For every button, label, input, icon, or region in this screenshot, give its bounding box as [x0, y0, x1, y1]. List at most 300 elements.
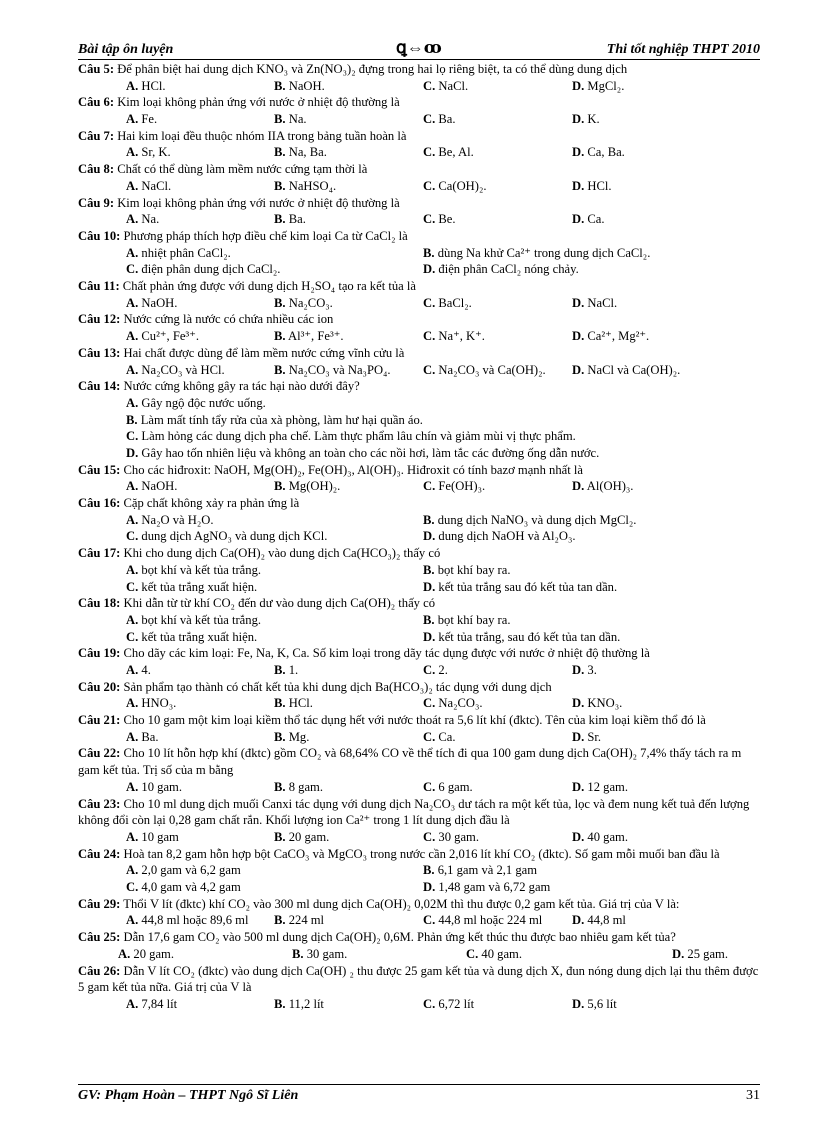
- answer-option: [274, 362, 391, 379]
- options-row: [78, 729, 760, 746]
- answer-option: [572, 328, 649, 345]
- option-text: BaCl₂.: [438, 295, 472, 310]
- option-text: dùng Na khử Ca²⁺ trong dung dịch CaCl₂.: [437, 245, 651, 260]
- answer-option: [126, 428, 576, 445]
- option-label: D.: [572, 78, 585, 93]
- option-label: D.: [572, 913, 585, 928]
- option-label: C.: [423, 779, 436, 794]
- options-row: [78, 829, 760, 846]
- option-label: A.: [126, 913, 139, 928]
- option-label: C.: [423, 696, 436, 711]
- answer-option: [274, 178, 336, 195]
- option-label: B.: [274, 829, 286, 844]
- question-number: Câu 8:: [78, 162, 115, 177]
- answer-option: [274, 111, 307, 128]
- answer-option: [274, 328, 344, 345]
- answer-option: [292, 946, 347, 963]
- option-label: D.: [572, 479, 585, 494]
- options-row: [78, 428, 760, 445]
- options-row: [78, 412, 760, 429]
- option-label: C.: [423, 996, 436, 1011]
- option-text: 12 gam.: [587, 779, 628, 794]
- option-label: B.: [274, 479, 286, 494]
- question: [78, 345, 760, 362]
- option-text: kết tủa trắng xuất hiện.: [141, 579, 258, 594]
- options-row: [78, 862, 760, 879]
- option-label: A.: [126, 779, 139, 794]
- question-number: Câu 14:: [78, 379, 121, 394]
- option-label: D.: [423, 629, 436, 644]
- question-text: Cho các hiđroxit: NaOH, Mg(OH)₂, Fe(OH)₃, Al(OH)₃. Hiđroxit có tính bazơ mạnh nhất là: [123, 462, 583, 477]
- option-label: B.: [423, 562, 435, 577]
- option-text: K.: [587, 112, 600, 127]
- options-row: [78, 662, 760, 679]
- option-label: A.: [126, 245, 139, 260]
- option-label: C.: [126, 529, 139, 544]
- option-text: Na₂CO₃ và HCl.: [141, 362, 225, 377]
- option-label: B.: [274, 662, 286, 677]
- question-number: Câu 12:: [78, 312, 121, 327]
- answer-option: [126, 528, 327, 545]
- option-label: A.: [126, 562, 139, 577]
- option-text: 44,8 ml: [587, 913, 626, 928]
- option-label: B.: [274, 779, 286, 794]
- option-label: C.: [126, 880, 139, 895]
- question-number: Câu 17:: [78, 546, 121, 561]
- answer-option: [126, 445, 599, 462]
- question-number: Câu 21:: [78, 713, 121, 728]
- header-right: Thi tốt nghiệp THPT 2010: [606, 42, 760, 57]
- option-label: B.: [274, 145, 286, 160]
- answer-option: [126, 211, 159, 228]
- option-text: Na.: [141, 212, 160, 227]
- options-row: [78, 328, 760, 345]
- option-label: B.: [274, 212, 286, 227]
- question: [78, 195, 760, 212]
- options-row: [78, 395, 760, 412]
- option-label: D.: [423, 529, 436, 544]
- option-text: dung dịch AgNO₃ và dung dịch KCl.: [141, 529, 328, 544]
- option-label: B.: [274, 362, 286, 377]
- question-text: Hai kim loại đều thuộc nhóm IIA trong bảng tuần hoàn là: [117, 128, 407, 143]
- answer-option: [423, 211, 456, 228]
- answer-option: [126, 178, 171, 195]
- question-number: Câu 26:: [78, 963, 121, 978]
- question: [78, 679, 760, 696]
- option-text: Na₂O và H₂O.: [141, 512, 214, 527]
- question-number: Câu 10:: [78, 228, 121, 243]
- option-label: C.: [423, 829, 436, 844]
- option-text: Mg.: [288, 729, 310, 744]
- option-label: A.: [126, 863, 139, 878]
- option-label: C.: [423, 145, 436, 160]
- answer-option: [423, 144, 474, 161]
- answer-option: [126, 829, 179, 846]
- question-number: Câu 24:: [78, 846, 121, 861]
- options-row: [78, 144, 760, 161]
- question-text: Khi dẫn từ từ khí CO₂ đến dư vào dung dịch Ca(OH)₂ thấy có: [123, 596, 436, 611]
- question-number: Câu 6:: [78, 95, 115, 110]
- answer-option: [126, 78, 166, 95]
- answer-option: [126, 779, 182, 796]
- option-text: Na₂CO₃.: [288, 295, 333, 310]
- question-text: Cho 10 gam một kim loại kiềm thổ tác dụng hết với nước thoát ra 5,6 lít khí (đktc). Tên của kim loại kiềm thổ đó là: [123, 713, 706, 728]
- answer-option: [274, 912, 324, 929]
- option-text: HCl.: [288, 696, 313, 711]
- question: [78, 896, 760, 913]
- option-text: Fe.: [141, 112, 158, 127]
- option-label: D.: [572, 729, 585, 744]
- option-label: A.: [126, 78, 139, 93]
- option-text: 25 gam.: [687, 946, 728, 961]
- option-text: 40 gam.: [587, 829, 628, 844]
- answer-option: [274, 478, 340, 495]
- answer-option: [126, 629, 257, 646]
- question-number: Câu 19:: [78, 646, 121, 661]
- option-text: 10 gam.: [141, 779, 182, 794]
- option-text: nhiệt phân CaCl₂.: [141, 245, 231, 260]
- option-label: B.: [274, 178, 286, 193]
- question-text: Cho 10 lít hỗn hợp khí (đktc) gồm CO₂ và 68,64% CO về thể tích đi qua 100 gam dung dịch Ca(OH)₂ 7,4% thấy tách ra m gam kết tủa. Trị số của m bằng: [78, 746, 742, 778]
- option-text: Fe(OH)₃.: [438, 479, 486, 494]
- question-text: Hoà tan 8,2 gam hỗn hợp bột CaCO₃ và MgCO₃ trong nước cần 2,016 lít khí CO₂ (đktc). Số gam mỗi muối ban đầu là: [123, 846, 720, 861]
- option-label: C.: [126, 429, 139, 444]
- option-text: Sr.: [587, 729, 602, 744]
- header-ornament: ꝗ⇔ꝏ: [396, 38, 442, 57]
- question-number: Câu 18:: [78, 596, 121, 611]
- answer-option: [274, 695, 313, 712]
- option-text: NaOH.: [288, 78, 325, 93]
- option-text: 20 gam.: [133, 946, 174, 961]
- option-label: A.: [126, 295, 139, 310]
- page-header: [78, 40, 760, 60]
- option-text: NaCl.: [587, 295, 618, 310]
- option-label: C.: [423, 112, 436, 127]
- option-label: A.: [126, 178, 139, 193]
- option-text: 2,0 gam và 6,2 gam: [141, 863, 241, 878]
- option-text: dung dịch NaOH và Al₂O₃.: [438, 529, 576, 544]
- answer-option: [126, 512, 214, 529]
- answer-option: [423, 779, 473, 796]
- option-label: C.: [126, 579, 139, 594]
- question: [78, 311, 760, 328]
- option-label: B.: [423, 863, 435, 878]
- question: [78, 128, 760, 145]
- question-text: Hai chất được dùng để làm mềm nước cứng vĩnh cửu là: [123, 345, 405, 360]
- option-text: 8 gam.: [288, 779, 323, 794]
- header-left: Bài tập ôn luyện: [78, 42, 174, 57]
- option-label: C.: [423, 362, 436, 377]
- option-text: 30 gam.: [438, 829, 479, 844]
- option-label: D.: [572, 212, 585, 227]
- option-text: 6 gam.: [438, 779, 473, 794]
- question-text: Chất phản ứng được với dung dịch H₂SO₄ tạo ra kết tủa là: [122, 279, 416, 294]
- option-label: D.: [572, 178, 585, 193]
- footer-author: GV: Phạm Hoàn – THPT Ngô Sĩ Liên: [78, 1088, 299, 1103]
- question-number: Câu 9:: [78, 195, 115, 210]
- answer-option: [572, 295, 617, 312]
- question-text: Kim loại không phản ứng với nước ở nhiệt độ thường là: [117, 95, 400, 110]
- options-row: [78, 629, 760, 646]
- answer-option: [572, 362, 680, 379]
- option-text: NaCl và Ca(OH)₂.: [587, 362, 681, 377]
- answer-option: [126, 912, 248, 929]
- question-number: Câu 25:: [78, 930, 121, 945]
- option-label: A.: [126, 212, 139, 227]
- option-text: 1,48 gam và 6,72 gam: [438, 880, 551, 895]
- option-label: B.: [274, 295, 286, 310]
- answer-option: [423, 362, 546, 379]
- option-label: B.: [274, 112, 286, 127]
- option-label: D.: [572, 779, 585, 794]
- page-number: 31: [746, 1088, 760, 1103]
- options-row: [78, 211, 760, 228]
- answer-option: [572, 996, 617, 1013]
- option-label: C.: [423, 295, 436, 310]
- option-text: 5,6 lít: [587, 996, 617, 1011]
- answer-option: [423, 562, 510, 579]
- option-label: A.: [126, 112, 139, 127]
- answer-option: [126, 879, 241, 896]
- question-text: Dẫn 17,6 gam CO₂ vào 500 ml dung dịch Ca(OH)₂ 0,6M. Phản ứng kết thúc thu được bao nhiêu gam kết tủa?: [123, 930, 676, 945]
- answer-option: [126, 612, 261, 629]
- options-row: [78, 478, 760, 495]
- option-label: D.: [572, 329, 585, 344]
- option-label: B.: [274, 913, 286, 928]
- question-text: Nước cứng không gây ra tác hại nào dưới đây?: [123, 379, 360, 394]
- option-text: Gây hao tốn nhiên liệu và không an toàn cho các nồi hơi, làm tắc các đường ống dẫn nước.: [141, 445, 600, 460]
- option-text: điện phân dung dịch CaCl₂.: [141, 262, 281, 277]
- options-row: [78, 579, 760, 596]
- answer-option: [572, 779, 628, 796]
- answer-option: [572, 144, 625, 161]
- option-text: 4.: [141, 662, 151, 677]
- question: [78, 846, 760, 863]
- question-number: Câu 7:: [78, 128, 115, 143]
- answer-option: [423, 478, 485, 495]
- question-text: Sản phẩm tạo thành có chất kết tủa khi dung dịch Ba(HCO₃)₂ tác dụng với dung dịch: [123, 679, 552, 694]
- option-text: dung dịch NaNO₃ và dung dịch MgCl₂.: [437, 512, 637, 527]
- option-text: 44,8 ml hoặc 89,6 ml: [141, 913, 249, 928]
- option-label: A.: [126, 662, 139, 677]
- question-text: Cho dãy các kim loại: Fe, Na, K, Ca. Số kim loại trong dãy tác dụng được với nước ở nhiệt độ thường là: [123, 646, 650, 661]
- option-text: Ca.: [587, 212, 605, 227]
- question-text: Kim loại không phản ứng với nước ở nhiệt độ thường là: [117, 195, 400, 210]
- exam-page: [78, 40, 760, 1013]
- answer-option: [572, 829, 628, 846]
- option-label: D.: [423, 579, 436, 594]
- answer-option: [423, 261, 579, 278]
- question-text: Dẫn V lít CO₂ (đktc) vào dung dịch Ca(OH) ₂ thu được 25 gam kết tủa và dung dịch X, đun nóng dung dịch lại thu thêm được 5 gam kết tủa nữa. Giá trị của V là: [78, 963, 759, 995]
- option-label: A.: [126, 829, 139, 844]
- options-row: [78, 261, 760, 278]
- question: [78, 595, 760, 612]
- option-label: D.: [423, 262, 436, 277]
- option-text: kết tủa trắng sau đó kết tủa tan dần.: [438, 579, 618, 594]
- option-text: 7,84 lít: [141, 996, 178, 1011]
- option-text: 4,0 gam và 4,2 gam: [141, 880, 241, 895]
- option-text: Na₂CO₃ và Ca(OH)₂.: [438, 362, 546, 377]
- question-text: Phương pháp thích hợp điều chế kim loại Ca từ CaCl₂ là: [123, 228, 408, 243]
- option-text: Al³⁺, Fe³⁺.: [288, 329, 344, 344]
- option-label: A.: [126, 729, 139, 744]
- option-text: Ba.: [438, 112, 456, 127]
- options-row: [78, 528, 760, 545]
- option-text: 10 gam: [141, 829, 179, 844]
- option-text: 1.: [288, 662, 299, 677]
- question: [78, 161, 760, 178]
- option-label: D.: [423, 880, 436, 895]
- answer-option: [274, 295, 333, 312]
- answer-option: [126, 729, 159, 746]
- option-label: B.: [274, 696, 286, 711]
- option-label: A.: [126, 145, 139, 160]
- answer-option: [274, 829, 329, 846]
- answer-option: [423, 78, 468, 95]
- answer-option: [423, 328, 485, 345]
- answer-option: [572, 662, 597, 679]
- option-label: D.: [572, 112, 585, 127]
- option-text: NaCl.: [141, 178, 172, 193]
- option-text: MgCl₂.: [587, 78, 625, 93]
- question: [78, 61, 760, 78]
- options-row: [78, 245, 760, 262]
- question: [78, 963, 760, 996]
- question-number: Câu 11:: [78, 279, 120, 294]
- answer-option: [572, 111, 600, 128]
- answer-option: [126, 579, 257, 596]
- option-text: bọt khí bay ra.: [437, 562, 511, 577]
- answer-option: [423, 912, 542, 929]
- option-label: A.: [126, 479, 139, 494]
- option-text: 3.: [587, 662, 597, 677]
- option-label: A.: [126, 996, 139, 1011]
- option-text: Na⁺, K⁺.: [438, 329, 485, 344]
- answer-option: [423, 829, 479, 846]
- question-number: Câu 15:: [78, 462, 121, 477]
- option-text: Ba.: [288, 212, 306, 227]
- option-label: A.: [118, 946, 131, 961]
- option-text: 40 gam.: [481, 946, 522, 961]
- option-label: A.: [126, 612, 139, 627]
- question-text: Cặp chất không xảy ra phản ứng là: [123, 496, 300, 511]
- option-label: A.: [126, 362, 139, 377]
- question-text: Chất có thể dùng làm mềm nước cứng tạm thời là: [117, 162, 368, 177]
- option-label: C.: [423, 913, 436, 928]
- options-row: [78, 912, 760, 929]
- answer-option: [572, 478, 633, 495]
- option-label: D.: [572, 362, 585, 377]
- answer-option: [274, 144, 327, 161]
- option-label: D.: [572, 696, 585, 711]
- option-text: bọt khí bay ra.: [437, 612, 511, 627]
- option-label: B.: [423, 512, 435, 527]
- option-label: D.: [572, 829, 585, 844]
- answer-option: [423, 695, 483, 712]
- question-text: Cho 10 ml dung dịch muối Canxi tác dụng với dung dịch Na₂CO₃ dư tách ra một kết tủa, lọc và đem nung kết tuả đến lượng không đổi còn lại 0,28 gam chất rắn. Khối lượng ion Ca²⁺ trong 1 lít dung dịch đầu là: [78, 796, 750, 828]
- question-text: Nước cứng là nước có chứa nhiều các ion: [123, 312, 334, 327]
- option-label: A.: [126, 329, 139, 344]
- answer-option: [423, 662, 448, 679]
- option-text: Mg(OH)₂.: [288, 479, 341, 494]
- option-text: Ca²⁺, Mg²⁺.: [587, 329, 650, 344]
- question-text: Khi cho dung dịch Ca(OH)₂ vào dung dịch Ca(HCO₃)₂ thấy có: [123, 546, 441, 561]
- answer-option: [126, 144, 171, 161]
- question-text: Để phân biệt hai dung dịch KNO₃ và Zn(NO₃)₂ đựng trong hai lọ riêng biệt, ta có thể dùng dung dịch: [117, 62, 628, 76]
- option-label: A.: [126, 696, 139, 711]
- answer-option: [423, 879, 550, 896]
- question: [78, 378, 760, 395]
- option-text: kết tủa trắng, sau đó kết tủa tan dần.: [438, 629, 621, 644]
- question-number: Câu 22:: [78, 746, 121, 761]
- option-text: 2.: [438, 662, 448, 677]
- options-row: [78, 512, 760, 529]
- options-row: [78, 612, 760, 629]
- answer-option: [126, 412, 423, 429]
- option-text: Ca, Ba.: [587, 145, 625, 160]
- answer-option: [572, 78, 624, 95]
- options-row: [78, 946, 760, 963]
- options-row: [78, 996, 760, 1013]
- answer-option: [672, 946, 728, 963]
- options-row: [78, 362, 760, 379]
- option-label: D.: [572, 145, 585, 160]
- option-label: C.: [423, 729, 436, 744]
- option-label: C.: [126, 262, 139, 277]
- answer-option: [423, 996, 474, 1013]
- answer-option: [126, 111, 157, 128]
- answer-option: [126, 295, 177, 312]
- answer-option: [126, 261, 280, 278]
- options-row: [78, 111, 760, 128]
- option-text: bọt khí và kết tủa trắng.: [141, 612, 262, 627]
- question-number: Câu 13:: [78, 345, 121, 360]
- option-text: HNO₃.: [141, 696, 177, 711]
- question-number: Câu 16:: [78, 496, 121, 511]
- option-label: D.: [572, 996, 585, 1011]
- option-text: 6,72 lít: [438, 996, 475, 1011]
- option-label: B.: [423, 612, 435, 627]
- question: [78, 745, 760, 778]
- option-text: NaCl.: [438, 78, 469, 93]
- answer-option: [572, 211, 605, 228]
- option-text: Ba.: [141, 729, 159, 744]
- option-label: A.: [126, 512, 139, 527]
- answer-option: [126, 395, 266, 412]
- answer-option: [126, 996, 177, 1013]
- question: [78, 278, 760, 295]
- question: [78, 929, 760, 946]
- answer-option: [423, 295, 472, 312]
- question-text: Thổi V lít (đktc) khí CO₂ vào 300 ml dung dịch Ca(OH)₂ 0,02M thì thu được 0,2 gam kết tủa. Giá trị của V là:: [123, 896, 680, 911]
- option-text: Ca.: [438, 729, 456, 744]
- options-row: [78, 779, 760, 796]
- option-text: Làm hỏng các dung dịch pha chế. Làm thực phẩm lâu chín và giảm mùi vị thực phẩm.: [141, 429, 576, 444]
- answer-option: [274, 662, 298, 679]
- answer-option: [423, 111, 456, 128]
- question: [78, 545, 760, 562]
- answer-option: [274, 211, 306, 228]
- question: [78, 228, 760, 245]
- option-label: B.: [423, 245, 435, 260]
- option-text: điện phân CaCl₂ nóng chảy.: [438, 262, 579, 277]
- questions-list: [78, 61, 760, 1013]
- answer-option: [572, 178, 612, 195]
- question-number: Câu 20:: [78, 679, 121, 694]
- option-label: C.: [423, 479, 436, 494]
- option-text: 224 ml: [288, 913, 325, 928]
- answer-option: [126, 245, 231, 262]
